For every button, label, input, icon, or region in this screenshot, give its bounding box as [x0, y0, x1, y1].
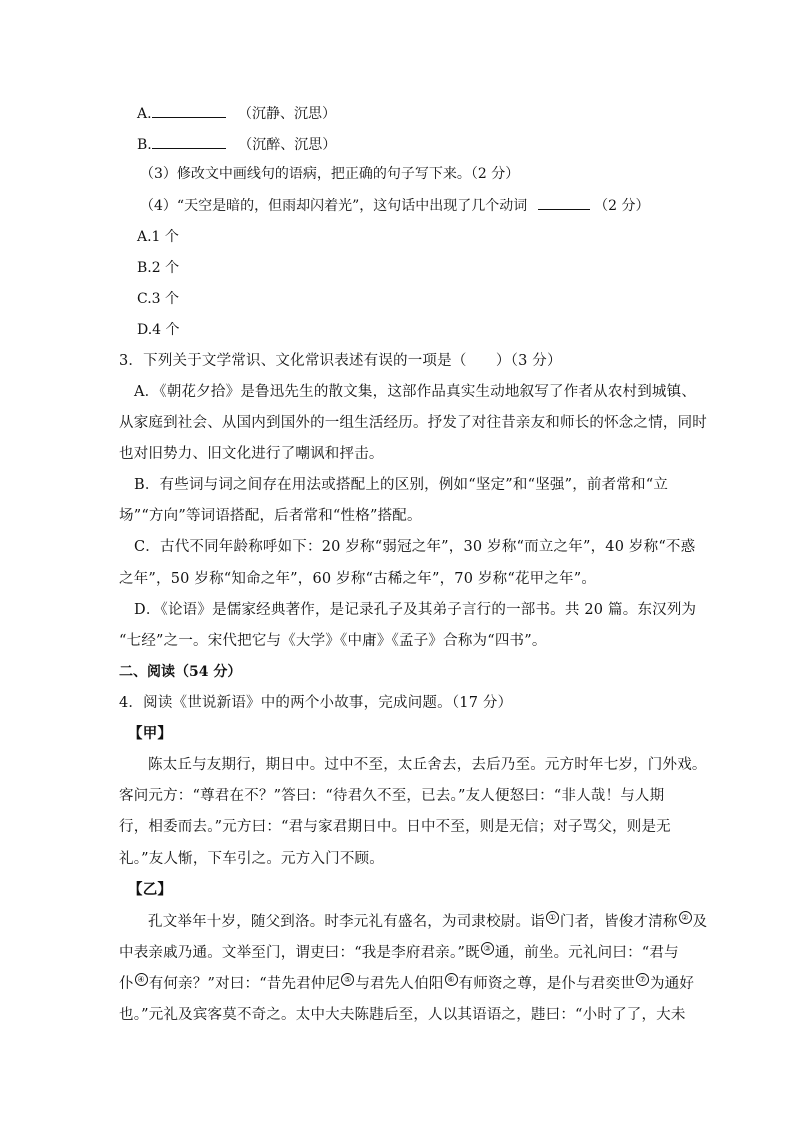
yi3c: 与君先人伯阳	[355, 975, 444, 992]
footnote-mark-7: ⑦	[636, 973, 649, 986]
yi3d: 有师资之尊，是仆与君奕世	[458, 975, 635, 992]
footnote-mark-1: ①	[546, 911, 559, 924]
yi1b: 门者，皆俊才清称	[559, 913, 678, 930]
answer-blank-a[interactable]	[152, 103, 226, 118]
section-heading-reading: 二、阅读（54 分）	[119, 664, 242, 680]
jia-line3: 行，相委而去。”元方曰：“君与家君期日中。日中不至，则是无信；对子骂父，则是无	[119, 819, 671, 835]
q4-stem: 4．阅读《世说新语》中的两个小故事，完成问题。（17 分）	[119, 695, 513, 711]
passage-yi-title: 【乙】	[128, 881, 173, 898]
footnote-mark-2: ②	[679, 911, 692, 924]
yi-line1	[148, 911, 707, 932]
q3-a-line2: 从家庭到社会、从国内到国外的一组生活经历。抒发了对往昔亲友和师长的怀念之情，同时	[119, 415, 707, 431]
yi2b: 通，前坐。元礼问曰：“君与	[494, 944, 679, 961]
q2-option-a	[137, 103, 336, 124]
jia-line2: 客问元方：“尊君在不？”答曰：“待君久不至，已去。”友人便怒曰：“非人哉！与人期	[119, 788, 665, 804]
answer-blank-b[interactable]	[152, 134, 226, 149]
q3-d-line1: D．《论语》是儒家经典著作，是记录孔子及其弟子言行的一部书。共 20 篇。东汉列为	[134, 602, 697, 618]
yi2a: 中表亲戚乃通。文举至门，谓吏曰：“我是李府君亲。”既	[119, 944, 480, 961]
yi-line2	[119, 942, 679, 963]
yi1c: 及	[692, 913, 708, 930]
yi3a: 仆	[119, 975, 134, 992]
yi-line4: 也。”元礼及宾客莫不奇之。太中大夫陈韪后至，人以其语语之，韪曰：“小时了了，大未	[119, 1007, 686, 1023]
q2-option-b	[137, 134, 336, 155]
q3-b-line1: B．有些词与词之间存在用法或搭配上的区别，例如“坚定”和“坚强”，前者常和“立	[134, 477, 669, 493]
q3-c-line1: C．古代不同年龄称呼如下：20 岁称“弱冠之年”，30 岁称“而立之年”，40 岁称“不惑	[134, 539, 696, 555]
footnote-mark-6: ⑥	[445, 973, 458, 986]
yi3e: 为通好	[649, 975, 695, 992]
footnote-mark-4: ④	[135, 973, 148, 986]
option-a-label: A.	[137, 106, 152, 122]
option-b-label: B.	[137, 137, 152, 153]
footnote-mark-3: ③	[481, 942, 494, 955]
q3-b-line2: 场”“方向”等词语搭配，后者常和“性格”搭配。	[119, 508, 422, 524]
q3-stem: 3．下列关于文学常识、文化常识表述有误的一项是（ ）（3 分）	[119, 353, 562, 369]
jia-line4: 礼。”友人惭，下车引之。元方入门不顾。	[119, 851, 384, 867]
q2-sub3: （3）修改文中画线句的语病，把正确的句子写下来。（2 分）	[140, 166, 520, 182]
choice-d: D.4 个	[137, 322, 180, 338]
choice-c: C.3 个	[137, 291, 180, 307]
answer-blank-sub4[interactable]	[538, 195, 590, 210]
sub4-score: （2 分）	[594, 198, 650, 214]
option-a-hint: （沉静、沉思）	[238, 106, 337, 122]
yi-line3	[119, 973, 694, 994]
q3-d-line2: “七经”之一。宋代把它与《大学》《中庸》《孟子》合称为“四书”。	[119, 633, 547, 649]
yi3b: 有何亲？”对曰：“昔先君仲尼	[148, 975, 341, 992]
jia-line1: 陈太丘与友期行，期日中。过中不至，太丘舍去，去后乃至。元方时年七岁，门外戏。	[148, 757, 707, 773]
q3-a-line3: 也对旧势力、旧文化进行了嘲讽和抨击。	[119, 446, 384, 462]
choice-b: B.2 个	[137, 260, 180, 276]
choice-a: A.1 个	[137, 229, 179, 245]
option-b-hint: （沉醉、沉思）	[238, 137, 337, 153]
sub4-text: （4）“天空是暗的，但雨却闪着光”，这句话中出现了几个动词	[140, 198, 528, 214]
passage-jia-title: 【甲】	[128, 725, 173, 742]
q2-sub4	[140, 195, 650, 216]
footnote-mark-5: ⑤	[341, 973, 354, 986]
q3-c-line2: 之年”，50 岁称“知命之年”，60 岁称“古稀之年”，70 岁称“花甲之年”。	[119, 571, 597, 587]
yi1a: 孔文举年十岁，随父到洛。时李元礼有盛名，为司隶校尉。诣	[148, 913, 545, 930]
q3-a-line1: A．《朝花夕拾》是鲁迅先生的散文集，这部作品真实生动地叙写了作者从农村到城镇、	[134, 384, 697, 400]
